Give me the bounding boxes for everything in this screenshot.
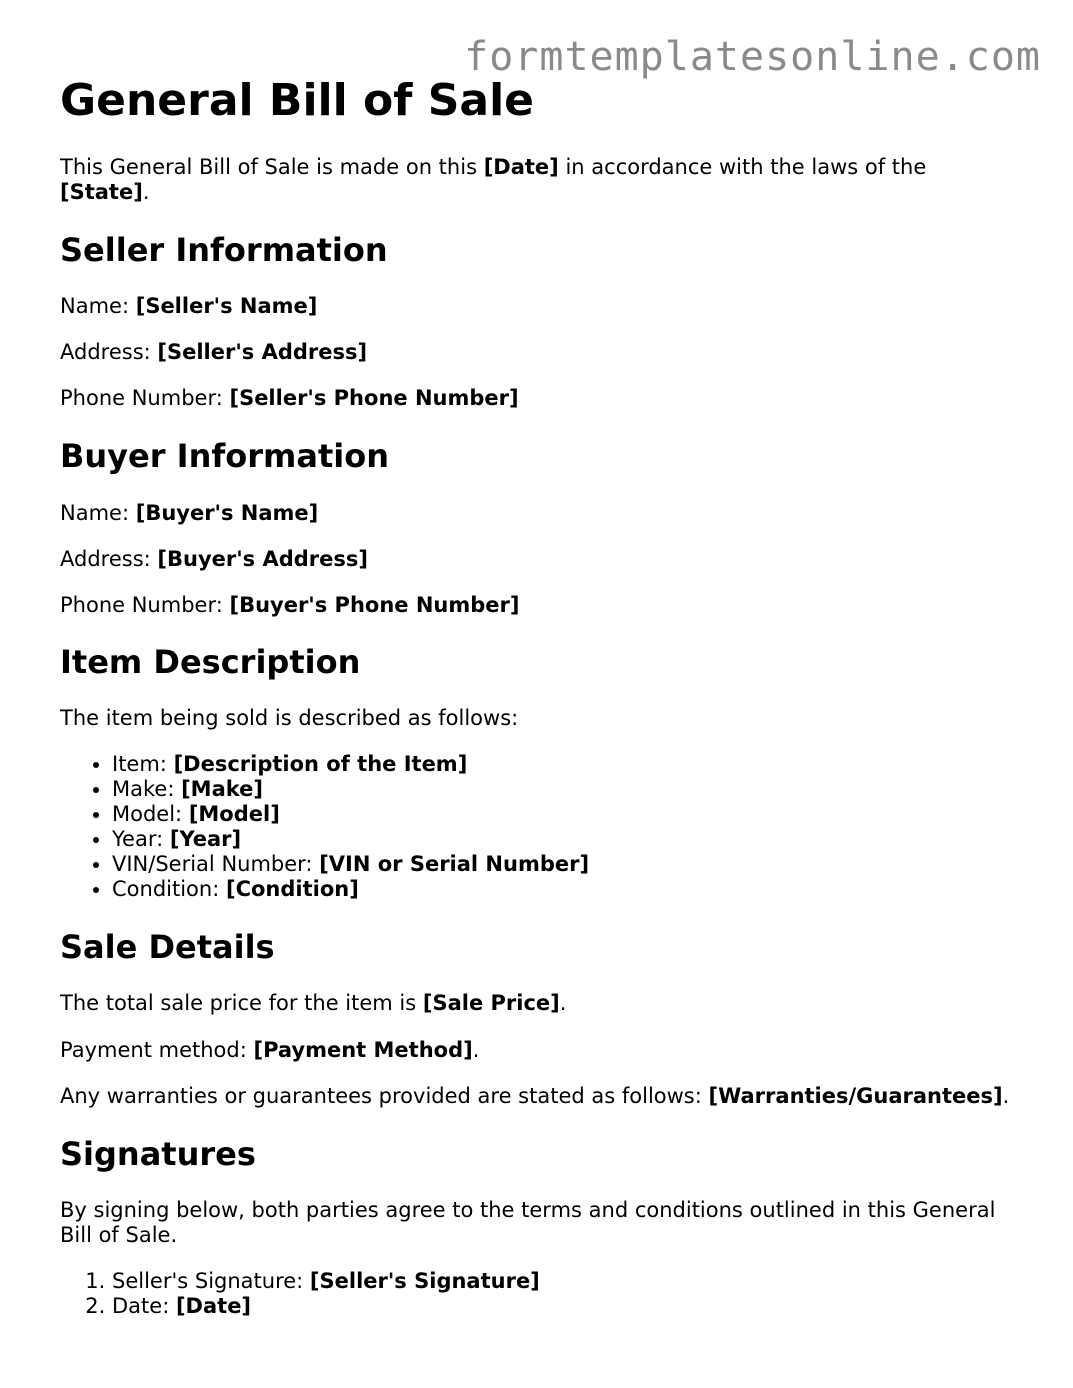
payment-method-value: [Payment Method]	[253, 1038, 473, 1062]
warranty-text: Any warranties or guarantees provided are stated as follows:	[60, 1084, 709, 1108]
item-field-label: Item:	[112, 752, 174, 776]
intro-paragraph	[60, 155, 960, 205]
item-heading: Item Description	[60, 643, 361, 681]
list-item	[112, 852, 589, 877]
payment-method-end: .	[472, 1038, 480, 1062]
document-title: General Bill of Sale	[60, 75, 535, 126]
warranty-line	[60, 1084, 1009, 1109]
list-item	[112, 752, 589, 777]
warranty-end: .	[1002, 1084, 1010, 1108]
sale-price-value: [Sale Price]	[422, 991, 560, 1015]
buyer-phone-value: [Buyer's Phone Number]	[229, 593, 520, 617]
seller-name-line	[60, 294, 317, 319]
seller-address-line	[60, 340, 367, 365]
seller-name-label: Name:	[60, 294, 136, 318]
list-item	[112, 1269, 540, 1294]
intro-text-middle: in accordance with the laws of the	[558, 155, 927, 179]
buyer-address-value: [Buyer's Address]	[157, 547, 368, 571]
item-field-label: Make:	[112, 777, 182, 801]
item-field-label: Year:	[112, 827, 170, 851]
item-field-label: VIN/Serial Number:	[112, 852, 320, 876]
buyer-name-value: [Buyer's Name]	[135, 501, 319, 525]
list-item	[112, 827, 589, 852]
list-item	[112, 802, 589, 827]
sale-price-text: The total sale price for the item is	[60, 991, 423, 1015]
intro-text: This General Bill of Sale is made on this	[60, 155, 484, 179]
buyer-heading: Buyer Information	[60, 437, 389, 475]
watermark: formtemplatesonline.com	[464, 34, 1041, 80]
item-field-value: [Make]	[181, 777, 263, 801]
state-placeholder: [State]	[60, 180, 143, 204]
item-field-value: [VIN or Serial Number]	[319, 852, 590, 876]
seller-address-value: [Seller's Address]	[157, 340, 368, 364]
item-field-label: Model:	[112, 802, 189, 826]
item-lead: The item being sold is described as follows:	[60, 706, 519, 730]
list-item	[112, 877, 589, 902]
item-field-list	[112, 752, 589, 902]
sale-heading: Sale Details	[60, 928, 275, 966]
item-field-value: [Condition]	[225, 877, 359, 901]
seller-phone-value: [Seller's Phone Number]	[229, 386, 519, 410]
item-field-value: [Year]	[169, 827, 242, 851]
buyer-address-label: Address:	[60, 547, 158, 571]
buyer-phone-line	[60, 593, 519, 618]
signature-list	[112, 1269, 540, 1319]
signature-label: Date:	[112, 1294, 176, 1318]
list-item	[112, 777, 589, 802]
signature-value: [Seller's Signature]	[309, 1269, 540, 1293]
signature-value: [Date]	[175, 1294, 252, 1318]
seller-address-label: Address:	[60, 340, 158, 364]
seller-heading: Seller Information	[60, 231, 388, 269]
seller-phone-label: Phone Number:	[60, 386, 230, 410]
sale-price-line	[60, 991, 566, 1016]
signatures-lead: By signing below, both parties agree to the terms and conditions outlined in this General Bill of Sale.	[60, 1198, 996, 1247]
list-item	[112, 1294, 540, 1319]
sale-price-end: .	[559, 991, 567, 1015]
buyer-phone-label: Phone Number:	[60, 593, 230, 617]
item-field-label: Condition:	[112, 877, 226, 901]
buyer-name-line	[60, 501, 318, 526]
seller-phone-line	[60, 386, 519, 411]
warranty-value: [Warranties/Guarantees]	[708, 1084, 1003, 1108]
seller-name-value: [Seller's Name]	[135, 294, 318, 318]
item-field-value: [Description of the Item]	[173, 752, 468, 776]
buyer-address-line	[60, 547, 368, 572]
signature-label: Seller's Signature:	[112, 1269, 310, 1293]
buyer-name-label: Name:	[60, 501, 136, 525]
date-placeholder: [Date]	[483, 155, 559, 179]
item-field-value: [Model]	[188, 802, 280, 826]
signatures-heading: Signatures	[60, 1135, 256, 1173]
payment-method-text: Payment method:	[60, 1038, 254, 1062]
payment-method-line	[60, 1038, 479, 1063]
intro-text-end: .	[142, 180, 150, 204]
